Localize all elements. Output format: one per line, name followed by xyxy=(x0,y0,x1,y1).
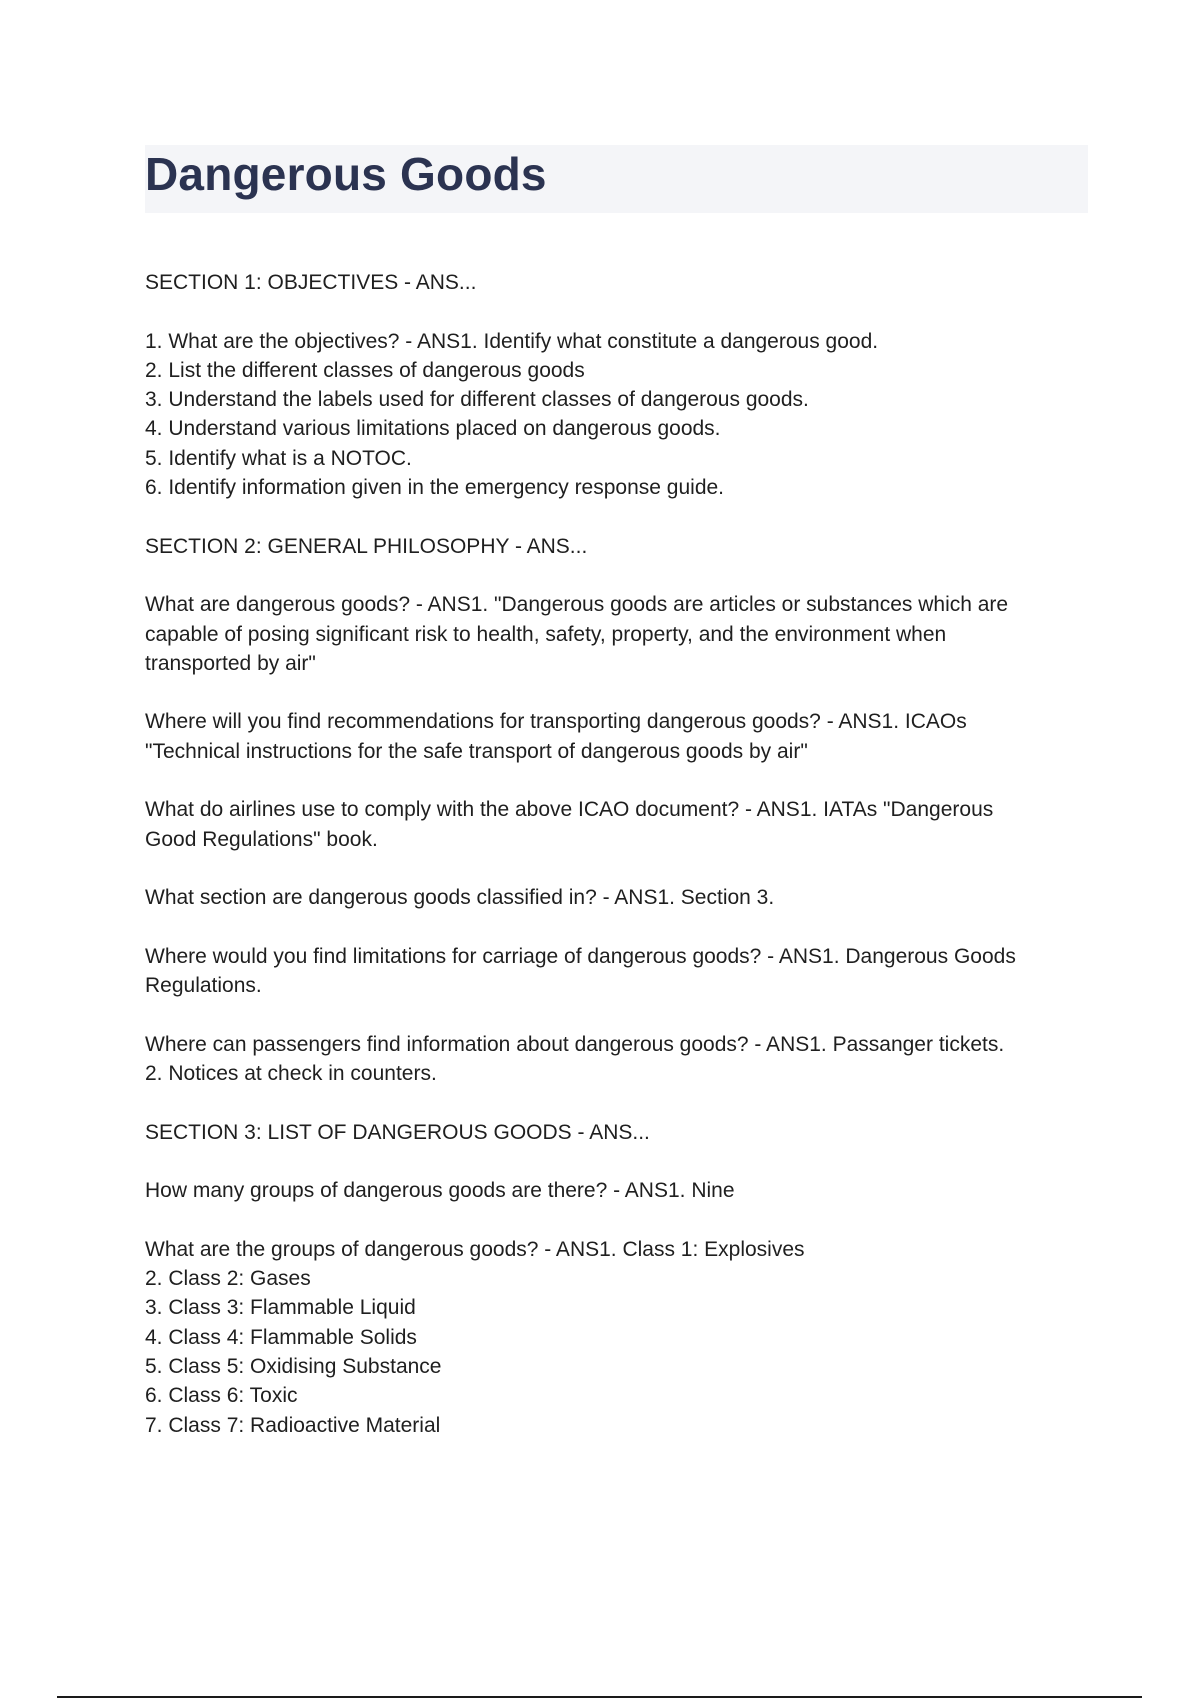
text-paragraph xyxy=(145,707,1095,766)
text-line: 3. Class 3: Flammable Liquid xyxy=(145,1296,416,1320)
text-line: "Technical instructions for the safe transport of dangerous goods by air" xyxy=(145,739,808,763)
text-line: How many groups of dangerous goods are there? - ANS1. Nine xyxy=(145,1179,735,1203)
text-paragraph xyxy=(145,1235,1095,1440)
text-paragraph xyxy=(145,327,1095,503)
text-line: What section are dangerous goods classified in? - ANS1. Section 3. xyxy=(145,886,775,910)
text-line: What do airlines use to comply with the above ICAO document? - ANS1. IATAs "Dangerous xyxy=(145,798,994,822)
text-line: 5. Class 5: Oxidising Substance xyxy=(145,1354,442,1378)
text-paragraph xyxy=(145,532,1095,561)
text-paragraph xyxy=(145,795,1095,854)
text-line: 3. Understand the labels used for different classes of dangerous goods. xyxy=(145,388,809,412)
text-line: 4. Class 4: Flammable Solids xyxy=(145,1325,417,1349)
document-body xyxy=(145,268,1095,1469)
text-line: What are dangerous goods? - ANS1. "Dangerous goods are articles or substances which are xyxy=(145,593,1009,617)
text-paragraph xyxy=(145,883,1095,912)
document-title: Dangerous Goods xyxy=(145,148,547,200)
text-line: 6. Class 6: Toxic xyxy=(145,1384,298,1408)
text-line: Where will you find recommendations for transporting dangerous goods? - ANS1. ICAOs xyxy=(145,710,967,734)
text-line: 4. Understand various limitations placed on dangerous goods. xyxy=(145,417,721,441)
text-paragraph xyxy=(145,268,1095,297)
text-line: SECTION 1: OBJECTIVES - ANS... xyxy=(145,271,477,294)
text-line: 2. List the different classes of dangerous goods xyxy=(145,358,585,382)
text-line: 6. Identify information given in the emergency response guide. xyxy=(145,476,725,500)
text-paragraph xyxy=(145,1030,1095,1089)
text-paragraph xyxy=(145,1118,1095,1147)
text-line: Good Regulations" book. xyxy=(145,827,378,851)
text-line: What are the groups of dangerous goods? - ANS1. Class 1: Explosives xyxy=(145,1237,805,1261)
text-line: 2. Class 2: Gases xyxy=(145,1267,311,1291)
text-line: capable of posing significant risk to health, safety, property, and the environment when xyxy=(145,622,947,646)
text-line: Where would you find limitations for carriage of dangerous goods? - ANS1. Dangerous Goods xyxy=(145,944,1016,968)
text-paragraph xyxy=(145,1176,1095,1205)
text-paragraph xyxy=(145,590,1095,678)
text-paragraph xyxy=(145,942,1095,1001)
text-line: Where can passengers find information about dangerous goods? - ANS1. Passanger tickets. xyxy=(145,1032,1005,1056)
text-line: transported by air" xyxy=(145,651,316,675)
text-line: 5. Identify what is a NOTOC. xyxy=(145,446,412,470)
text-line: Regulations. xyxy=(145,974,262,998)
footer-divider xyxy=(57,1696,1142,1698)
text-line: SECTION 2: GENERAL PHILOSOPHY - ANS... xyxy=(145,534,588,558)
text-line: 7. Class 7: Radioactive Material xyxy=(145,1413,441,1437)
text-line: 2. Notices at check in counters. xyxy=(145,1062,437,1086)
text-line: 1. What are the objectives? - ANS1. Identify what constitute a dangerous good. xyxy=(145,329,879,353)
text-line: SECTION 3: LIST OF DANGEROUS GOODS - ANS... xyxy=(145,1120,650,1144)
